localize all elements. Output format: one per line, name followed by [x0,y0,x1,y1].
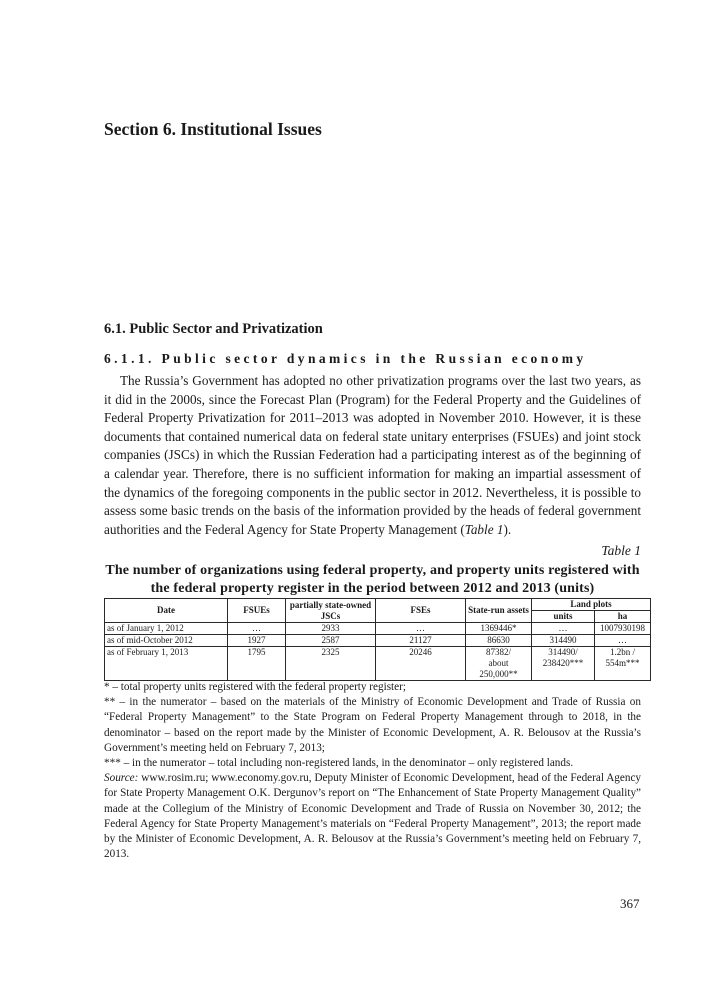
cell-date: as of January 1, 2012 [105,623,228,635]
body-paragraph [104,372,641,539]
header-fsues: FSUEs [228,599,286,623]
cell-ha [595,647,651,681]
footnote-2: ** – in the numerator – based on the materials of the Ministry of Economic Development and Trade of Russia on “Federal Property Management” to the State Program on Federal Property Management through to 2018, in the denominator – based on the report made by the Minister of Economic Development, A. R. Belousov at the Russia’s Government’s meeting held on February 7, 2013; [104,696,641,754]
table-header-row [105,599,651,611]
subsection-title: 6.1. Public Sector and Privatization [104,321,323,337]
cell-fses: 20246 [376,647,466,681]
cell-units-line: 238420*** [542,658,584,668]
cell-state-run-line: 250,000** [479,669,518,679]
cell-state-run: 1369446* [466,623,532,635]
cell-partially: 2933 [286,623,376,635]
table-row [105,635,651,647]
source-label: Source: [104,772,139,785]
header-ha: ha [595,611,651,623]
table-number: Table 1 [601,543,641,558]
subsubsection-title: 6.1.1. Public sector dynamics in the Russian economy [104,351,587,366]
header-state-run-assets: State-run assets [466,599,532,623]
header-date: Date [105,599,228,623]
cell-partially: 2325 [286,647,376,681]
cell-fses: 21127 [376,635,466,647]
cell-state-run-line: about [488,658,509,668]
cell-fses: … [376,623,466,635]
cell-ha: 1007930198 [595,623,651,635]
cell-fsues: 1927 [228,635,286,647]
cell-date: as of mid-October 2012 [105,635,228,647]
header-partially-state-owned-jscs: partially state-owned JSCs [286,599,376,623]
source-text: www.rosim.ru; www.economy.gov.ru, Deputy Minister of Economic Development, head of the Federal Agency for State Property Management O.K. Dergunov’s report on “The Enhancement of State Property Management Quality” made at the Collegium of the Ministry of Economic Development and Trade of Russia on November 30, 2012; the Federal Agency for State Property Management’s materials on “Federal Property Management”, 2013; the report made by the Minister of Economic Development, A. R. Belousov at the Russia’s Government’s meeting held on February 7, 2013. [104,772,641,861]
table-caption: The number of organizations using federal property, and property units registered with the federal property register in the period between 2012 and 2013 (units) [105,563,640,596]
cell-fsues: 1795 [228,647,286,681]
cell-state-run [466,647,532,681]
cell-fsues: … [228,623,286,635]
cell-ha-line: 1.2bn / [609,647,635,657]
table-row [105,623,651,635]
cell-state-run-line: 87382/ [485,647,511,657]
header-land-plots: Land plots [532,599,651,611]
cell-ha-line: 554m*** [605,658,640,668]
cell-partially: 2587 [286,635,376,647]
page-number: 367 [620,896,640,911]
source-note [104,771,641,862]
cell-state-run: 86630 [466,635,532,647]
footnotes [104,680,641,862]
table-row [105,647,651,681]
header-units: units [532,611,595,623]
section-title: Section 6. Institutional Issues [104,119,322,139]
cell-ha: … [595,635,651,647]
cell-date: as of February 1, 2013 [105,647,228,681]
cell-units: 314490 [532,635,595,647]
cell-units: … [532,623,595,635]
header-fses: FSEs [376,599,466,623]
body-text-after: ). [503,521,512,537]
data-table [104,598,651,681]
cell-units-line: 314490/ [548,647,578,657]
body-text-before: The Russia’s Government has adopted no other privatization programs over the last two years, as it did in the 2000s, since the Forecast Plan (Program) for the Federal Property and the Guidelines of Federal Property Privatization for 2011–2013 was adopted in November 2010. However, it is these documents that contained numerical data on federal state unitary enterprises (FSUEs) and joint stock companies (JSCs) in which the Russian Federation had a participating interest as of the beginning of a calendar year. Therefore, there is no sufficient information for making an impartial assessment of the dynamics of the foregoing components in the public sector in 2012. Nevertheless, it is possible to assess some basic trends on the basis of the information provided by the heads of federal government authorities and the Federal Agency for State Property Management ( [104,373,641,537]
table-reference: Table 1 [464,521,504,537]
cell-units [532,647,595,681]
footnote-3: *** – in the numerator – total including non-registered lands, in the denominator – only registered lands. [104,757,574,770]
footnote-1: * – total property units registered with the federal property register; [104,681,406,693]
